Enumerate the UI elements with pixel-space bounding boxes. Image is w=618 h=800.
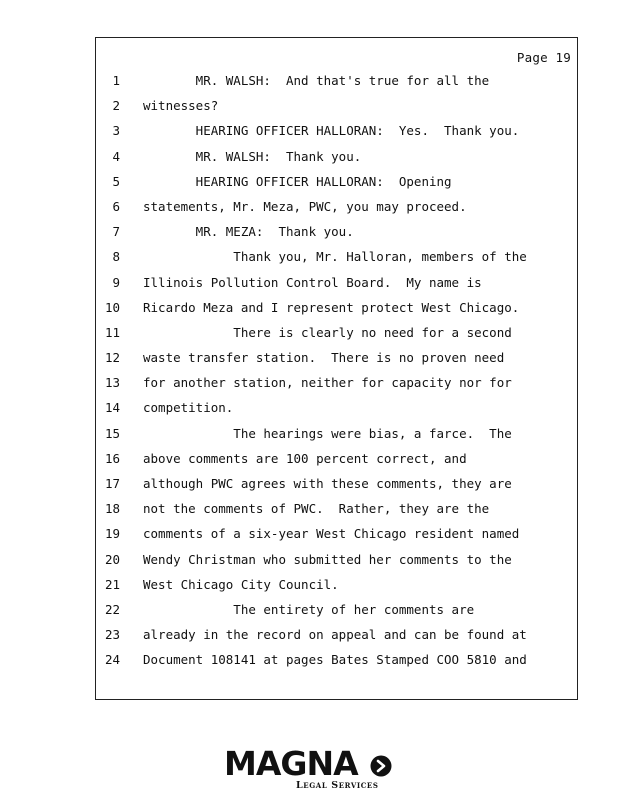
transcript-line [96,351,577,376]
transcript-line [96,99,577,124]
line-text: HEARING OFFICER HALLORAN: Yes. Thank you. [143,123,520,139]
line-number: 17 [104,476,120,491]
transcript-line [96,427,577,452]
transcript-line [96,124,577,149]
transcript-line [96,150,577,175]
transcript-line [96,326,577,351]
line-text: MR. WALSH: Thank you. [143,148,362,164]
line-number: 9 [112,274,120,290]
line-text: The hearings were bias, a farce. The [143,425,512,441]
line-text: not the comments of PWC. Rather, they are the [143,501,490,517]
transcript-line [96,74,577,99]
line-number: 13 [104,375,120,391]
transcript-line [96,376,577,401]
line-text: statements, Mr. Meza, PWC, you may proceed. [143,198,467,214]
line-text: for another station, neither for capacity nor for [143,375,512,391]
line-text: witnesses? [143,98,219,114]
line-text: Wendy Christman who submitted her comments to the [143,551,512,567]
line-text: HEARING OFFICER HALLORAN: Opening [143,173,452,189]
line-text: Illinois Pollution Control Board. My name is [143,274,482,290]
line-number: 8 [112,249,120,265]
transcript-line [96,250,577,275]
line-number: 5 [112,173,120,189]
line-number: 16 [104,450,120,466]
line-number: 24 [104,652,120,668]
line-number: 20 [104,551,120,567]
transcript-line [96,401,577,426]
line-number: 10 [104,299,120,315]
line-text: competition. [143,400,234,416]
line-text: West Chicago City Council. [143,576,339,592]
transcript-page [95,37,578,700]
line-number: 4 [112,148,120,164]
line-number: 18 [104,501,120,517]
line-text: The entirety of her comments are [143,601,475,617]
line-number: 6 [112,198,120,214]
line-number: 3 [112,123,120,139]
line-text: waste transfer station. There is no proven need [143,350,505,366]
line-text: Ricardo Meza and I represent protect West Chicago. [143,299,520,315]
line-text: MR. MEZA: Thank you. [143,224,354,240]
line-number: 15 [104,425,120,441]
logo-tagline: Legal Services [296,780,379,791]
transcript-line [96,553,577,578]
line-number: 19 [104,526,120,542]
line-number: 22 [104,601,120,617]
transcript-lines [96,74,577,679]
transcript-line [96,502,577,527]
transcript-line [96,527,577,552]
transcript-line [96,225,577,250]
transcript-line [96,276,577,301]
arrow-circle-icon [370,755,392,777]
line-text: although PWC agrees with these comments, they are [143,476,512,491]
line-number: 1 [112,73,120,88]
transcript-line [96,653,577,678]
line-number: 7 [112,224,120,240]
magna-logo [224,746,396,794]
line-number: 12 [104,350,120,366]
page-number: Page 19 [516,50,571,65]
line-text: There is clearly no need for a second [143,324,512,340]
line-text: MR. WALSH: And that's true for all the [143,73,490,88]
transcript-line [96,175,577,200]
transcript-line [96,628,577,653]
line-number: 14 [104,400,120,416]
line-number: 23 [104,627,120,643]
transcript-line [96,603,577,628]
transcript-line [96,200,577,225]
line-number: 11 [104,324,120,340]
transcript-line [96,477,577,502]
line-text: Document 108141 at pages Bates Stamped COO 5810 and [143,652,527,668]
transcript-line [96,452,577,477]
line-number: 21 [104,576,120,592]
transcript-line [96,301,577,326]
line-text: Thank you, Mr. Halloran, members of the [143,249,527,265]
line-text: comments of a six-year West Chicago resident named [143,526,520,542]
line-text: above comments are 100 percent correct, and [143,450,467,466]
line-text: already in the record on appeal and can be found at [143,627,527,643]
transcript-line [96,578,577,603]
line-number: 2 [112,98,120,114]
logo-wordmark: MAGNA [224,744,358,783]
